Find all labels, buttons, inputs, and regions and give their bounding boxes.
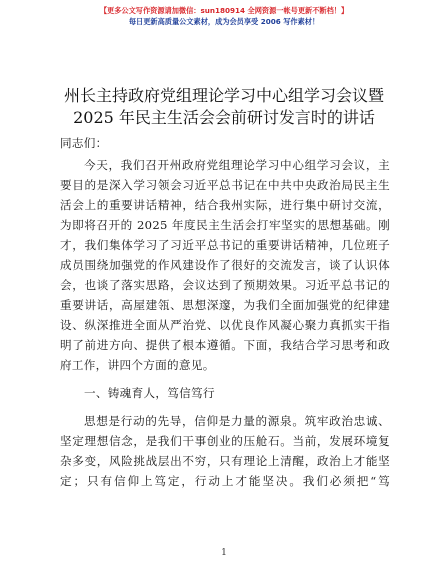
paragraph-1-line: 要目的是深入学习领会习近平总书记在中共中央政治局民主生 (60, 178, 390, 192)
paragraph-1-line: 重要讲话，高屋建瓴、思想深邃，为我们全面加强党的纪律建 (60, 298, 390, 312)
paragraph-2-line: 坚定理想信念，是我们干事创业的压舱石。当前，发展环境复 (60, 434, 390, 448)
paragraph-2-line: 定；只有信仰上笃定，行动上才能坚决。我们必须把“笃 (60, 474, 390, 488)
paragraph-1-line: 今天，我们召开州政府党组理论学习中心组学习会议，主 (84, 158, 390, 172)
paragraph-1-line: 府工作，讲四个方面的意见。 (60, 358, 215, 372)
section-1-heading: 一、铸魂育人，笃信笃行 (84, 386, 215, 400)
document-title-line-2: 2025 年民主生活会会前研讨发言时的讲话 (73, 108, 375, 127)
paragraph-1-line: 才，我们集体学习了习近平总书记的重要讲话精神，几位班子 (60, 238, 390, 252)
paragraph-1-line: 会，也谈了落实思路，会议达到了预期效果。习近平总书记的 (60, 278, 390, 292)
paragraph-1-line: 明了前进方向、提供了根本遵循。下面，我结合学习思考和政 (60, 338, 390, 352)
paragraph-2-line: 杂多变，风险挑战层出不穷，只有理论上清醒，政治上才能坚 (60, 454, 390, 468)
promo-banner-line-1: 【更多公文写作资源请加微信：sun180914 全网资源一帐号更新不断档！】 (99, 6, 349, 15)
paragraph-2-line: 思想是行动的先导，信仰是力量的源泉。筑牢政治忠诚、 (84, 414, 390, 428)
paragraph-1-line: 活会上的重要讲话精神，结合我州实际，进行集中研讨交流， (60, 198, 390, 212)
paragraph-1-line: 成员围绕加强党的作风建设作了很好的交流发言，谈了认识体 (60, 258, 390, 272)
salutation: 同志们： (60, 136, 108, 150)
paragraph-1-line: 为即将召开的 2025 年度民主生活会打牢坚实的思想基础。刚 (60, 218, 390, 232)
document-title-line-1: 州长主持政府党组理论学习中心组学习会议暨 (63, 86, 384, 105)
paragraph-1-line: 设、纵深推进全面从严治党、以优良作风凝心聚力真抓实干指 (60, 318, 390, 332)
promo-banner-line-2: 每日更新高质量公文素材，成为会员享受 2006 写作素材！ (128, 17, 320, 26)
page-number: 1 (221, 548, 227, 558)
